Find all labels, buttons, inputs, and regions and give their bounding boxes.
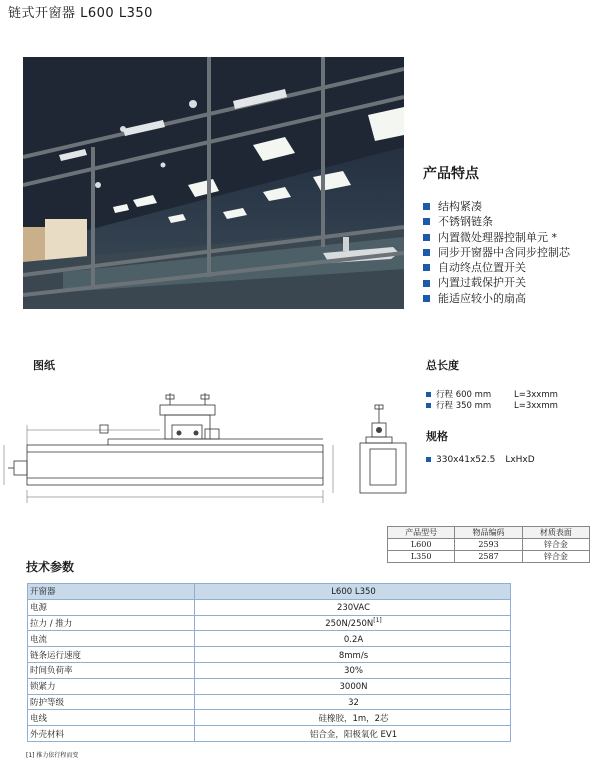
bullet-square-icon bbox=[423, 264, 430, 271]
bullet-square-icon bbox=[423, 280, 430, 287]
feature-item: 不锈钢链条 bbox=[423, 214, 570, 229]
bullet-square-icon bbox=[423, 218, 430, 225]
feature-item: 内置过载保护开关 bbox=[423, 275, 570, 290]
bullet-square-icon bbox=[423, 234, 430, 241]
table-row: 电线 硅橡胶，1m，2芯 bbox=[28, 710, 511, 726]
bullet-square-icon bbox=[426, 392, 431, 397]
table-row: 拉力 / 推力 250N/250N[1] bbox=[28, 615, 511, 631]
table-row: 外壳材料 铝合金，阳极氧化 EV1 bbox=[28, 726, 511, 742]
feature-item: 内置微处理器控制单元 * bbox=[423, 230, 570, 245]
table-header: 产品型号 bbox=[388, 527, 455, 539]
table-row: 时间负荷率 30% bbox=[28, 662, 511, 678]
feature-item: 同步开窗器中含同步控制芯 bbox=[423, 245, 570, 260]
spec-title: 规格 bbox=[426, 430, 448, 443]
feature-item: 自动终点位置开关 bbox=[423, 260, 570, 275]
table-row: 链条运行速度 8mm/s bbox=[28, 647, 511, 663]
table-row: L350 2587 锌合金 bbox=[388, 551, 590, 563]
table-row: 开窗器 L600 L350 bbox=[28, 584, 511, 600]
stroke-row-350: 行程 350 mm L=3xxmm bbox=[426, 399, 558, 411]
bullet-square-icon bbox=[423, 203, 430, 210]
bullet-square-icon bbox=[423, 249, 430, 256]
table-row: 电源 230VAC bbox=[28, 599, 511, 615]
table-header: 材质表面 bbox=[522, 527, 589, 539]
table-row: 锁紧力 3000N bbox=[28, 678, 511, 694]
product-table bbox=[387, 526, 590, 563]
spec-dimensions: 330x41x52.5 LxHxD bbox=[426, 455, 535, 465]
table-header: 物品编码 bbox=[455, 527, 522, 539]
page-title: 链式开窗器 L600 L350 bbox=[8, 6, 153, 21]
total-length-title: 总长度 bbox=[426, 359, 459, 372]
technical-drawing bbox=[0, 385, 420, 515]
table-row: L600 2593 锌合金 bbox=[388, 539, 590, 551]
bullet-square-icon bbox=[423, 295, 430, 302]
bullet-square-icon bbox=[426, 403, 431, 408]
features-list bbox=[423, 199, 570, 306]
features-title: 产品特点 bbox=[423, 166, 479, 182]
table-row: 电流 0.2A bbox=[28, 631, 511, 647]
feature-item: 能适应较小的扇高 bbox=[423, 291, 570, 306]
tech-params-table bbox=[27, 583, 511, 742]
product-photo bbox=[23, 57, 404, 309]
stroke-row-600: 行程 600 mm L=3xxmm bbox=[426, 388, 558, 400]
bullet-square-icon bbox=[426, 457, 431, 462]
feature-item: 结构紧凑 bbox=[423, 199, 570, 214]
drawing-title: 图纸 bbox=[33, 359, 55, 372]
footnote: [1] 推力依行程而变 bbox=[26, 752, 79, 759]
table-row: 防护等级 32 bbox=[28, 694, 511, 710]
tech-params-title: 技术参数 bbox=[26, 560, 75, 574]
